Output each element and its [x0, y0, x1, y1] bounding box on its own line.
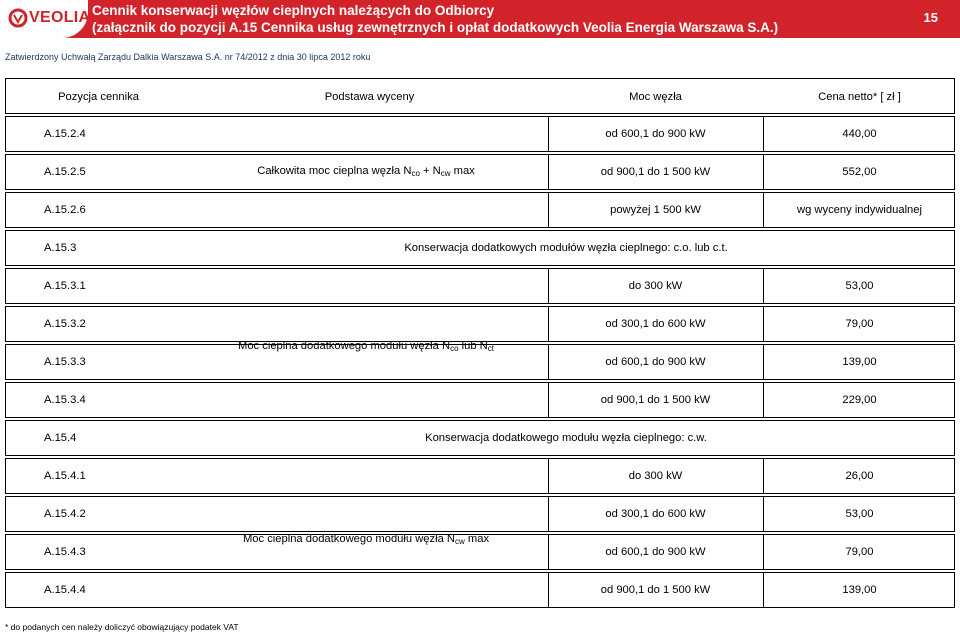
position-cell: A.15.4.1 [44, 470, 86, 482]
price-cell: 440,00 [842, 128, 877, 140]
price-cell: 53,00 [845, 508, 874, 520]
table-row [5, 268, 955, 304]
basis-subscript: cw [440, 169, 451, 178]
power-cell: od 600,1 do 900 kW [605, 356, 706, 368]
column-header-price: Cena netto* [ zł ] [818, 91, 901, 103]
basis-subscript: ct [487, 344, 494, 353]
approval-note: Zatwierdzony Uchwałą Zarządu Dalkia Warszawa S.A. nr 74/2012 z dnia 30 lipca 2012 roku [5, 52, 371, 62]
position-cell: A.15.3.2 [44, 318, 86, 330]
logo [0, 0, 91, 38]
price-cell: 26,00 [845, 470, 874, 482]
section-row [5, 230, 955, 266]
section-position: A.15.4 [44, 432, 77, 444]
price-cell: 79,00 [845, 318, 874, 330]
page-number: 15 [923, 10, 938, 25]
price-cell: 139,00 [842, 584, 877, 596]
price-cell: 229,00 [842, 394, 877, 406]
table-row [5, 572, 955, 608]
logo-text: VEOLIA [29, 9, 91, 26]
table-row [5, 382, 955, 418]
power-cell: od 600,1 do 900 kW [605, 546, 706, 558]
table-row [5, 458, 955, 494]
power-cell: od 900,1 do 1 500 kW [600, 584, 711, 596]
basis-module-cw [185, 533, 547, 546]
basis-total-power [185, 165, 547, 178]
power-cell: od 300,1 do 600 kW [605, 508, 706, 520]
power-cell: powyżej 1 500 kW [610, 204, 701, 216]
basis-subscript: co [450, 344, 459, 353]
position-cell: A.15.2.6 [44, 204, 86, 216]
position-cell: A.15.3.4 [44, 394, 86, 406]
section-label: Konserwacja dodatkowego modułu węzła cieplnego: c.w. [425, 432, 707, 444]
basis-module-co-ct [185, 340, 547, 353]
position-cell: A.15.2.5 [44, 166, 86, 178]
column-header-power: Moc węzła [629, 91, 682, 103]
price-cell: wg wyceny indywidualnej [797, 204, 922, 216]
basis-text: Moc cieplna dodatkowego modułu węzła N [238, 340, 451, 352]
title-line-1: Cennik konserwacji węzłów cieplnych należących do Odbiorcy [92, 3, 495, 18]
basis-text: max [464, 533, 490, 545]
basis-subscript: co [411, 169, 420, 178]
column-header-basis: Podstawa wyceny [324, 91, 415, 103]
price-cell: 79,00 [845, 546, 874, 558]
position-cell: A.15.3.1 [44, 280, 86, 292]
power-cell: od 900,1 do 1 500 kW [600, 166, 711, 178]
basis-text: max [450, 165, 475, 177]
position-cell: A.15.4.2 [44, 508, 86, 520]
basis-text: Moc cieplna dodatkowego modułu węzła N [242, 533, 456, 545]
table-row [5, 306, 955, 342]
table-row [5, 116, 955, 152]
power-cell: do 300 kW [628, 280, 683, 292]
basis-subscript: cw [455, 537, 465, 546]
price-cell: 139,00 [842, 356, 877, 368]
power-cell: od 900,1 do 1 500 kW [600, 394, 711, 406]
power-cell: od 600,1 do 900 kW [605, 128, 706, 140]
table-row [5, 192, 955, 228]
table-header-row [5, 78, 955, 114]
table-row [5, 496, 955, 532]
page-title [92, 2, 778, 36]
power-cell: do 300 kW [628, 470, 683, 482]
section-row [5, 420, 955, 456]
header-bar [0, 0, 960, 38]
title-line-2: (załącznik do pozycji A.15 Cennika usług zewnętrznych i opłat dodatkowych Veolia Energia Warszawa S.A.) [92, 20, 779, 35]
position-cell: A.15.4.3 [44, 546, 86, 558]
basis-text: lub N [458, 340, 488, 352]
veolia-logo-icon [8, 8, 28, 28]
column-header-position: Pozycja cennika [58, 91, 139, 103]
section-position: A.15.3 [44, 242, 77, 254]
basis-text: + N [419, 165, 441, 177]
power-cell: od 300,1 do 600 kW [605, 318, 706, 330]
position-cell: A.15.4.4 [44, 584, 86, 596]
price-cell: 53,00 [845, 280, 874, 292]
position-cell: A.15.3.3 [44, 356, 86, 368]
price-cell: 552,00 [842, 166, 877, 178]
section-label: Konserwacja dodatkowych modułów węzła cieplnego: c.o. lub c.t. [404, 242, 728, 254]
basis-text: Całkowita moc cieplna węzła N [257, 165, 412, 177]
position-cell: A.15.2.4 [44, 128, 86, 140]
vat-footnote: * do podanych cen należy doliczyć obowiązujący podatek VAT [5, 622, 239, 632]
